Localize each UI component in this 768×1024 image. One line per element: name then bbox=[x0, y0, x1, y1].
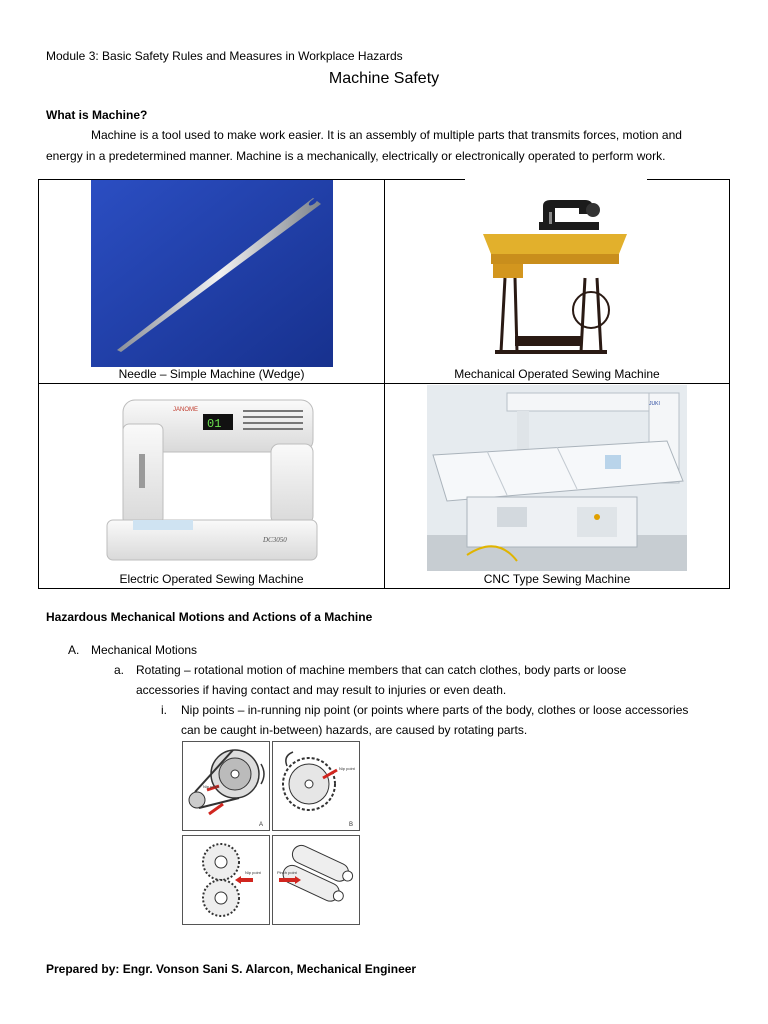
treadle-sewing-machine-icon bbox=[475, 192, 635, 364]
section-heading-what-is-machine: What is Machine? bbox=[46, 108, 148, 122]
page-title: Machine Safety bbox=[328, 70, 440, 87]
section-heading-hazardous: Hazardous Mechanical Motions and Actions of a Machine bbox=[46, 610, 373, 624]
list-marker-sub-a: a. bbox=[114, 663, 125, 677]
needle-image bbox=[91, 180, 333, 367]
gallery-cell-cnc bbox=[384, 383, 730, 589]
gallery-cell-needle bbox=[38, 179, 385, 384]
list-marker-a: A. bbox=[68, 643, 80, 657]
needle-icon bbox=[91, 180, 333, 367]
nip-figure-rollers bbox=[272, 835, 360, 925]
gallery-caption-cnc: CNC Type Sewing Machine bbox=[483, 572, 631, 586]
meshing-gears-icon bbox=[183, 836, 269, 924]
nip-tag-label: Nip point bbox=[245, 870, 261, 875]
rotating-description-line1: Rotating – rotational motion of machine members that can catch clothes, body parts or loose bbox=[136, 663, 627, 677]
intro-paragraph-line2: energy in a predetermined manner. Machine is a mechanically, electrically or electronically operated to perform work. bbox=[46, 149, 666, 163]
figure-label-a: A bbox=[259, 822, 264, 828]
gallery-cell-mechanical bbox=[384, 179, 730, 384]
svg-text:DC3050: DC3050 bbox=[263, 536, 287, 544]
gallery-cell-electric bbox=[38, 383, 385, 589]
nip-points-description-line2: can be caught in-between) hazards, are caused by rotating parts. bbox=[181, 723, 528, 737]
rotating-description-line2: accessories if having contact and may result to injuries or even death. bbox=[136, 683, 507, 697]
gallery-caption-mechanical: Mechanical Operated Sewing Machine bbox=[454, 367, 660, 381]
svg-text:JUKI: JUKI bbox=[649, 401, 660, 407]
prepared-by-footer: Prepared by: Engr. Vonson Sani S. Alarcon, Mechanical Engineer bbox=[46, 962, 417, 976]
nip-figure-chain-sprocket bbox=[272, 741, 360, 831]
nip-tag-label: Nip point bbox=[339, 766, 355, 771]
list-marker-sub-i: i. bbox=[161, 703, 167, 717]
nip-tag-label: Nip point bbox=[203, 784, 219, 789]
electric-sewing-machine-icon bbox=[103, 394, 323, 566]
gallery-caption-electric: Electric Operated Sewing Machine bbox=[119, 572, 304, 586]
cnc-machine-image bbox=[427, 385, 687, 571]
nip-point-figure bbox=[182, 741, 360, 925]
machine-gallery bbox=[38, 179, 730, 589]
svg-text:JANOME: JANOME bbox=[173, 407, 199, 413]
nip-points-description-line1: Nip points – in-running nip point (or points where parts of the body, clothes or loose accessories bbox=[181, 703, 689, 717]
nip-tag-label: Pinch point bbox=[277, 870, 297, 875]
figure-label-b: B bbox=[349, 822, 354, 828]
svg-text:01: 01 bbox=[207, 417, 222, 431]
nip-figure-gears bbox=[182, 835, 270, 925]
chain-sprocket-icon bbox=[273, 742, 359, 830]
belt-pulley-icon bbox=[183, 742, 269, 830]
gallery-caption-needle: Needle – Simple Machine (Wedge) bbox=[118, 367, 305, 381]
cnc-sewing-machine-icon bbox=[427, 385, 687, 571]
intro-paragraph-line1: Machine is a tool used to make work easier. It is an assembly of multiple parts that transmits forces, motion and bbox=[91, 128, 682, 142]
list-item-mechanical-motions: Mechanical Motions bbox=[91, 643, 198, 657]
nip-figure-belt-pulley bbox=[182, 741, 270, 831]
module-heading: Module 3: Basic Safety Rules and Measures in Workplace Hazards bbox=[46, 49, 403, 63]
rollers-icon bbox=[273, 836, 359, 924]
